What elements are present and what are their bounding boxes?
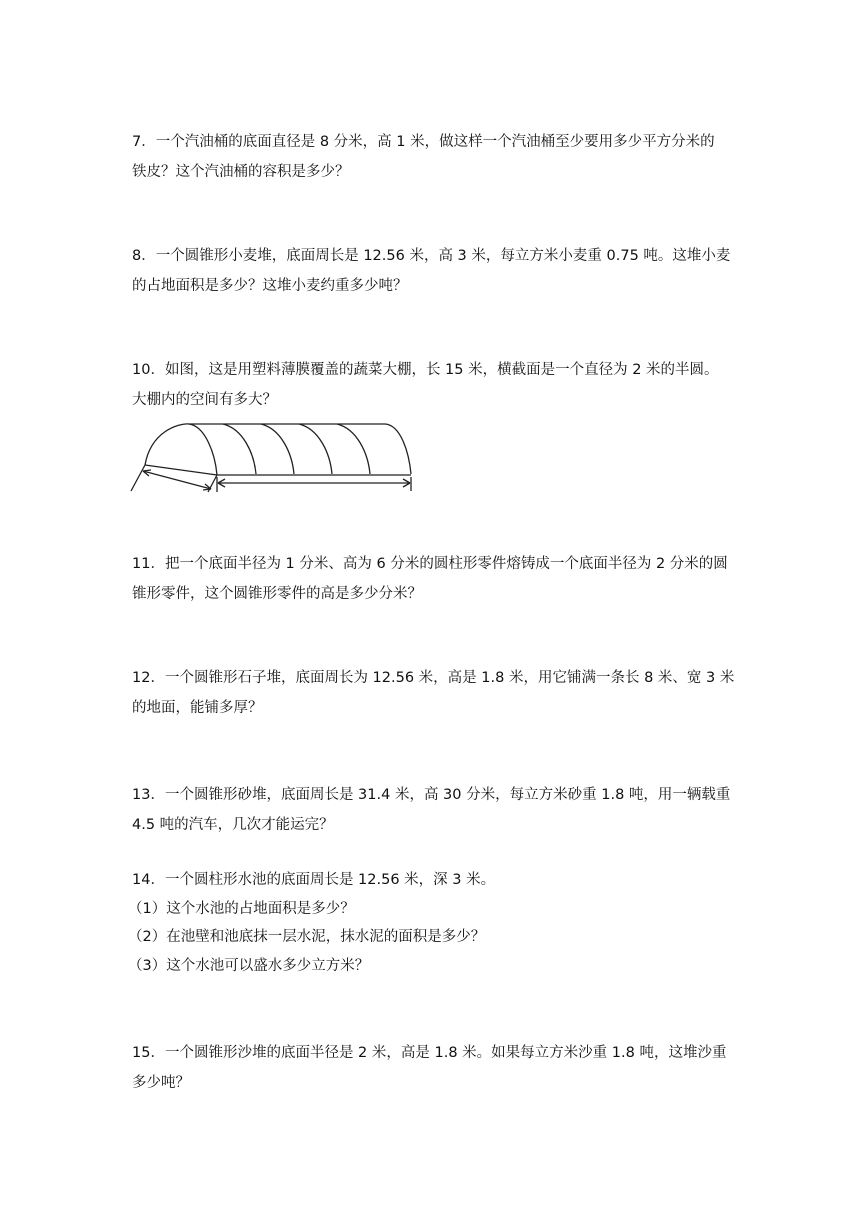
width-dimension-line [143, 471, 211, 489]
question-13-line-2: 4.5 吨的汽车，几次才能运完？ [132, 817, 334, 833]
question-13 [132, 780, 732, 840]
question-14-sub-3: （3）这个水池可以盛水多少立方米？ [128, 957, 370, 974]
question-12 [132, 663, 735, 723]
greenhouse-hoop [337, 424, 370, 474]
question-8-line-2: 的占地面积是多少？这堆小麦约重多少吨？ [132, 278, 408, 294]
greenhouse-hoop [299, 424, 332, 474]
question-8-line-1: 8．一个圆锥形小麦堆，底面周长是 12.56 米，高 3 米，每立方米小麦重 0.75 吨。这堆小麦 [132, 248, 731, 264]
question-10-line-2: 大棚内的空间有多大？ [132, 392, 277, 408]
greenhouse-hoop [261, 424, 294, 474]
greenhouse-front-arc [145, 424, 217, 475]
question-8 [132, 241, 732, 301]
question-12-line-2: 的地面，能铺多厚？ [132, 700, 263, 716]
question-11-line-1: 11．把一个底面半径为 1 分米、高为 6 分米的圆柱形零件熔铸成一个底面半径为 2 分米的圆 [132, 556, 728, 572]
question-15-line-1: 15．一个圆锥形沙堆的底面半径是 2 米，高是 1.8 米。如果每立方米沙重 1.8 吨，这堆沙重 [132, 1045, 727, 1061]
question-11-line-2: 锥形零件，这个圆锥形零件的高是多少分米？ [132, 586, 422, 602]
question-10 [132, 355, 732, 415]
question-12-line-1: 12．一个圆锥形石子堆，底面周长为 12.56 米，高是 1.8 米，用它铺满一条长 8 米、宽 3 米 [132, 670, 735, 686]
question-10-line-1: 10．如图，这是用塑料薄膜覆盖的蔬菜大棚，长 15 米，横截面是一个直径为 2 米的半圆。 [132, 362, 719, 378]
dimension-tick [131, 465, 145, 491]
question-15 [132, 1038, 732, 1098]
greenhouse-diameter-line [145, 465, 217, 475]
greenhouse-hoop [223, 424, 256, 474]
question-15-line-2: 多少吨？ [132, 1075, 190, 1091]
greenhouse-figure [125, 417, 425, 512]
question-14-line-1: 14．一个圆柱形水池的底面周长是 12.56 米，深 3 米。 [132, 872, 496, 888]
question-14-sub-1: （1）这个水池的占地面积是多少？ [128, 900, 355, 917]
question-14 [128, 866, 732, 980]
question-7 [132, 127, 732, 187]
question-14-sub-2: （2）在池壁和池底抹一层水泥，抹水泥的面积是多少？ [128, 929, 486, 945]
greenhouse-back-arc [385, 424, 411, 474]
question-13-line-1: 13．一个圆锥形砂堆，底面周长是 31.4 米，高 30 分米，每立方米砂重 1.8 吨，用一辆载重 [132, 787, 731, 803]
question-7-line-1: 7．一个汽油桶的底面直径是 8 分米，高 1 米，做这样一个汽油桶至少要用多少平方分米的 [132, 134, 715, 150]
question-11 [132, 549, 732, 609]
question-7-line-2: 铁皮？这个汽油桶的容积是多少？ [132, 164, 350, 180]
